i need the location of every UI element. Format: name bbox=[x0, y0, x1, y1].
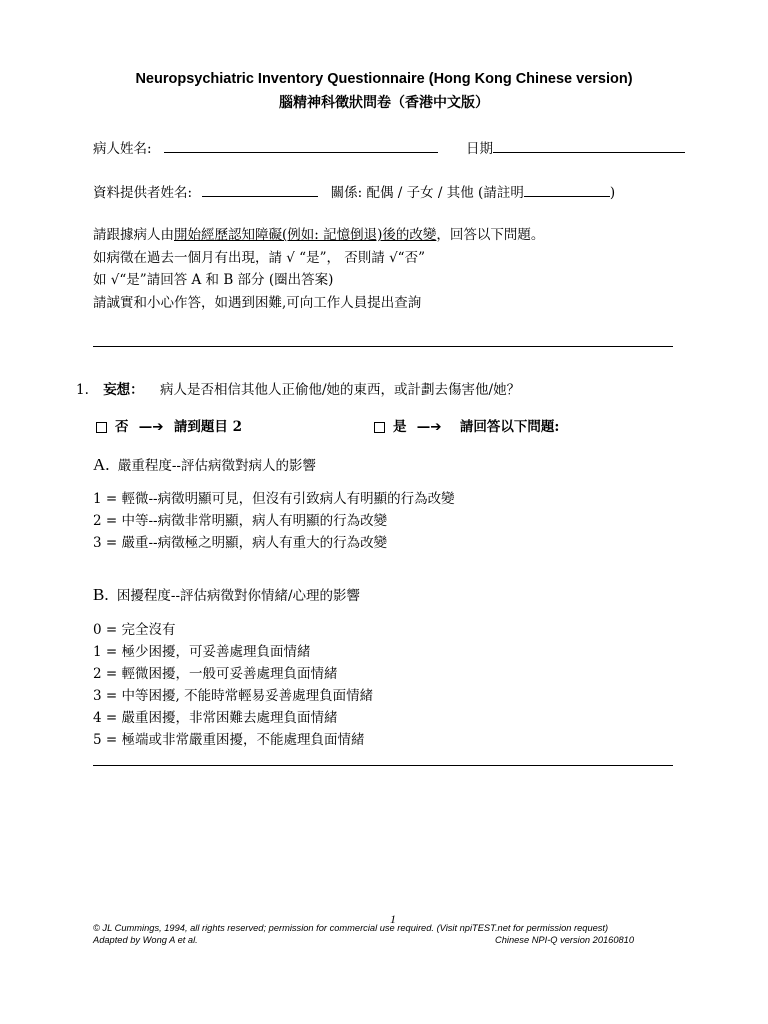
title-english: Neuropsychiatric Inventory Questionnaire (Hong Kong Chinese version) bbox=[135, 71, 633, 87]
section-b-item-3[interactable]: 3 = 中等困擾, 不能時常輕易妥善處理負面情緒 bbox=[93, 688, 374, 704]
section-b-item-2[interactable]: 2 = 輕微困擾，一般可妥善處理負面情緒 bbox=[93, 666, 338, 682]
section-b-title: 困擾程度--評估病徵對你情緒/心理的影響 bbox=[116, 588, 361, 604]
section-b-item-5[interactable]: 5 = 極端或非常嚴重困擾，不能處理負面情緒 bbox=[93, 732, 365, 748]
question-label: 妄想： bbox=[103, 382, 144, 398]
instruction-line-1 bbox=[93, 223, 544, 243]
section-a-item-1[interactable]: 1 = 輕微--病徵明顯可見，但沒有引致病人有明顯的行為改變 bbox=[93, 491, 455, 507]
section-b-letter: B. bbox=[93, 585, 109, 604]
question-number: 1. bbox=[76, 382, 89, 398]
instruction-line-2: 如病徵在過去一個月有出現，請 √ “是”， 否則請 √“否” bbox=[93, 250, 425, 266]
section-a-letter: A. bbox=[93, 455, 110, 474]
yes-checkbox[interactable] bbox=[374, 422, 385, 433]
instruction-1-pre: 請跟據病人由 bbox=[93, 227, 174, 243]
question-1 bbox=[76, 378, 520, 398]
no-checkbox[interactable] bbox=[96, 422, 107, 433]
relation-label: 關係: 配偶 / 子女 / 其他 (請註明 bbox=[330, 185, 524, 201]
patient-name-label: 病人姓名: bbox=[93, 141, 152, 157]
date-row bbox=[466, 137, 685, 157]
informant-name-field[interactable] bbox=[202, 182, 318, 197]
option-yes[interactable] bbox=[374, 415, 559, 435]
question-text: 病人是否相信其他人正偷他/她的東西，或計劃去傷害他/她？ bbox=[159, 382, 521, 398]
relation-other-field[interactable] bbox=[524, 182, 610, 197]
date-label: 日期 bbox=[466, 141, 493, 157]
section-a-title: 嚴重程度--評估病徵對病人的影響 bbox=[117, 458, 316, 474]
date-field[interactable] bbox=[493, 138, 685, 153]
informant-label: 資料提供者姓名: bbox=[93, 185, 193, 201]
section-b-item-1[interactable]: 1 = 極少困擾，可妥善處理負面情緒 bbox=[93, 644, 311, 660]
yes-label: 是 bbox=[393, 419, 407, 435]
informant-row bbox=[93, 181, 615, 201]
section-b-item-0[interactable]: 0 = 完全沒有 bbox=[93, 622, 176, 638]
patient-name-row bbox=[93, 137, 438, 157]
divider-top bbox=[93, 346, 673, 347]
arrow-right-icon: —➔ bbox=[138, 419, 164, 435]
section-a-heading bbox=[93, 454, 316, 475]
option-no[interactable] bbox=[96, 415, 242, 435]
relation-close: ) bbox=[609, 185, 616, 201]
yes-action: 請回答以下問題: bbox=[459, 419, 560, 435]
instruction-1-post: ，回答以下問題。 bbox=[436, 227, 545, 243]
section-b-heading bbox=[93, 584, 360, 605]
no-label: 否 bbox=[115, 419, 129, 435]
section-a-item-2[interactable]: 2 = 中等--病徵非常明顯，病人有明顯的行為改變 bbox=[93, 513, 388, 529]
divider-bottom bbox=[93, 765, 673, 766]
instruction-1-underlined: 開始經歷認知障礙(例如: 記憶倒退)後的改變 bbox=[174, 227, 437, 243]
footer-adapted: Adapted by Wong A et al. bbox=[93, 935, 198, 945]
instruction-line-4: 請誠實和小心作答，如遇到困難,可向工作人員提出查詢 bbox=[93, 295, 422, 311]
no-action: 請到題目 2 bbox=[173, 419, 242, 435]
footer-copyright: © JL Cummings, 1994, all rights reserved; permission for commercial use required. (Visit npiTEST.net for permission request) bbox=[93, 923, 609, 933]
title-chinese: 腦精神科徵狀問卷（香港中文版） bbox=[279, 95, 489, 111]
arrow-right-icon: —➔ bbox=[416, 419, 442, 435]
patient-name-field[interactable] bbox=[164, 138, 438, 153]
footer-version: Chinese NPI-Q version 20160810 bbox=[495, 935, 635, 945]
section-a-item-3[interactable]: 3 = 嚴重--病徵極之明顯，病人有重大的行為改變 bbox=[93, 535, 388, 551]
section-b-item-4[interactable]: 4 = 嚴重困擾，非常困難去處理負面情緒 bbox=[93, 710, 338, 726]
page-number: 1 bbox=[390, 912, 396, 926]
instruction-line-3: 如 √“是”請回答 A 和 B 部分 (圈出答案) bbox=[93, 272, 334, 288]
